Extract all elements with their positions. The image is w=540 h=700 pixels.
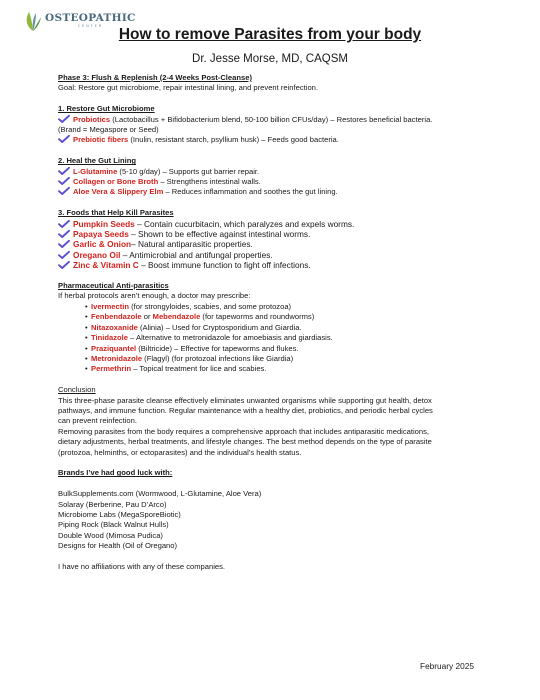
item-description: – Natural antiparasitic properties.	[131, 239, 253, 250]
item-name: Prebiotic fibers	[73, 135, 129, 145]
item-name: Collagen or Bone Broth	[73, 177, 159, 187]
checklist-item	[58, 239, 528, 249]
brands-heading: Brands I’ve had good luck with:	[58, 468, 173, 478]
paragraph-line: can prevent reinfection.	[58, 416, 137, 426]
checkmark-icon	[58, 187, 70, 195]
checkmark-icon	[58, 115, 70, 123]
checklist-item	[58, 250, 528, 260]
phase-goal: Goal: Restore gut microbiome, repair intestinal lining, and prevent reinfection.	[58, 83, 319, 93]
checklist-item	[58, 135, 528, 145]
paragraph-line: pathways, and immune function. Regular maintenance with a healthy diet, probiotics, and periodic herbal cycles	[58, 405, 433, 415]
checkmark-icon	[58, 251, 70, 259]
drug-joiner: or	[141, 312, 153, 322]
item-name: Papaya Seeds	[73, 229, 129, 240]
pharma-list	[58, 302, 528, 375]
checkmark-icon	[58, 261, 70, 269]
document-title: How to remove Parasites from your body	[118, 26, 422, 43]
checklist-item	[58, 219, 528, 229]
checkmark-icon	[58, 230, 70, 238]
checkmark-icon	[58, 177, 70, 185]
drug-description: (Alinia) – Used for Cryptosporidium and Giardia.	[137, 322, 302, 332]
logo-subtitle: CENTER	[77, 23, 103, 28]
item-name: L-Glutamine	[73, 166, 118, 176]
item-description: (Lactobacillus + Bifidobacterium blend, 50-100 billion CFUs/day) – Restores beneficial bacteria.	[110, 114, 433, 124]
drug-name: Permethrin	[91, 364, 132, 374]
document-body	[58, 73, 528, 572]
item-note: (Brand = Megaspore or Seed)	[58, 125, 159, 135]
brand-item: Piping Rock (Black Walnut Hulls)	[58, 520, 169, 530]
drug-name: Praziquantel	[91, 343, 137, 353]
conclusion-heading: Conclusion	[58, 385, 96, 395]
checklist-item	[58, 167, 528, 177]
checklist-item	[58, 260, 528, 270]
logo-name: OSTEOPATHIC	[45, 12, 136, 25]
drug-item	[91, 354, 528, 364]
affiliation-disclaimer: I have no affiliations with any of these companies.	[58, 561, 226, 571]
item-description: (5-10 g/day) – Supports gut barrier repair.	[117, 166, 260, 176]
item-description: – Contain cucurbitacin, which paralyzes and expels worms.	[134, 218, 355, 229]
checklist-item	[58, 115, 528, 125]
paragraph-line: This three-phase parasite cleanse effectively eliminates unwanted organisms while supporting gut health, detox	[58, 395, 432, 405]
drug-name: Nitazoxanide	[91, 322, 138, 332]
drug-item	[91, 302, 528, 312]
item-description: – Reduces inflammation and soothes the gut lining.	[163, 187, 338, 197]
section-heading: 2. Heal the Gut Lining	[58, 156, 137, 166]
conclusion-paragraph-2	[58, 427, 528, 458]
item-name: Oregano Oil	[73, 249, 121, 260]
brands-list	[58, 489, 528, 551]
author-line: Dr. Jesse Morse, MD, CAQSM	[192, 53, 348, 65]
paragraph-line: Removing parasites from the body requires a comprehensive approach that includes antiparasitic medications,	[58, 426, 430, 436]
brand-item: Solaray (Berberine, Pau D’Arco)	[58, 499, 167, 509]
pharma-intro: If herbal protocols aren’t enough, a doctor may prescribe:	[58, 291, 251, 301]
paragraph-line: (protozoa, helminths, or ectoparasites) and the individual’s health status.	[58, 447, 302, 457]
pharma-heading: Pharmaceutical Anti-parasitics	[58, 281, 169, 291]
drug-name-alt: Mebendazole	[152, 312, 201, 322]
checkmark-icon	[58, 220, 70, 228]
drug-item	[91, 344, 528, 354]
item-description: (Inulin, resistant starch, psyllium husk) – Feeds good bacteria.	[128, 135, 339, 145]
drug-item	[91, 333, 528, 343]
drug-description: (for strongyloides, scabies, and some protozoa)	[129, 301, 292, 311]
drug-name: Metronidazole	[91, 353, 143, 363]
conclusion-paragraph-1	[58, 396, 528, 427]
drug-item	[91, 323, 528, 333]
checklist-item	[58, 229, 528, 239]
checkmark-icon	[58, 135, 70, 143]
drug-description: (Biltricide) – Effective for tapeworms and flukes.	[136, 343, 299, 353]
item-name: Pumpkin Seeds	[73, 218, 135, 229]
drug-item	[91, 364, 528, 374]
document-date: February 2025	[420, 661, 474, 671]
phase-heading: Phase 3: Flush & Replenish (2-4 Weeks Post-Cleanse)	[58, 73, 252, 82]
checkmark-icon	[58, 240, 70, 248]
checkmark-icon	[58, 167, 70, 175]
item-name: Zinc & Vitamin C	[73, 260, 139, 271]
item-name: Probiotics	[73, 114, 111, 124]
sections-container	[58, 104, 528, 281]
item-description: – Shown to be effective against intestinal worms.	[128, 229, 311, 240]
drug-name: Ivermectin	[91, 301, 129, 311]
paragraph-line: dietary adjustments, herbal treatments, and lifestyle changes. The best method depends on the type of parasite	[58, 437, 432, 447]
item-description: – Antimicrobial and antifungal properties.	[120, 249, 273, 260]
drug-description: (for tapeworms and roundworms)	[200, 312, 315, 322]
item-name: Aloe Vera & Slippery Elm	[73, 187, 164, 197]
brand-item: Designs for Health (Oil of Oregano)	[58, 541, 178, 551]
drug-description: – Alternative to metronidazole for amoebiasis and giardiasis.	[128, 333, 333, 343]
checklist-item	[58, 187, 528, 197]
brand-item: Microbiome Labs (MegaSporeBiotic)	[58, 509, 181, 519]
checklist-item	[58, 177, 528, 187]
drug-item	[91, 312, 528, 322]
item-description: – Boost immune function to fight off infections.	[138, 260, 311, 271]
section-heading: 1. Restore Gut Microbiome	[58, 104, 155, 114]
drug-name: Tinidazole	[91, 333, 128, 343]
item-description: – Strengthens intestinal walls.	[158, 177, 261, 187]
drug-description: – Topical treatment for lice and scabies.	[131, 364, 267, 374]
brand-item: BulkSupplements.com (Wormwood, L-Glutamine, Aloe Vera)	[58, 489, 262, 499]
item-name: Garlic & Onion	[73, 239, 132, 250]
drug-name: Fenbendazole	[91, 312, 142, 322]
brand-item: Double Wood (Mimosa Pudica)	[58, 530, 163, 540]
drug-description: (Flagyl) (for protozoal infections like Giardia)	[142, 353, 294, 363]
section-heading: 3. Foods that Help Kill Parasites	[58, 208, 174, 218]
